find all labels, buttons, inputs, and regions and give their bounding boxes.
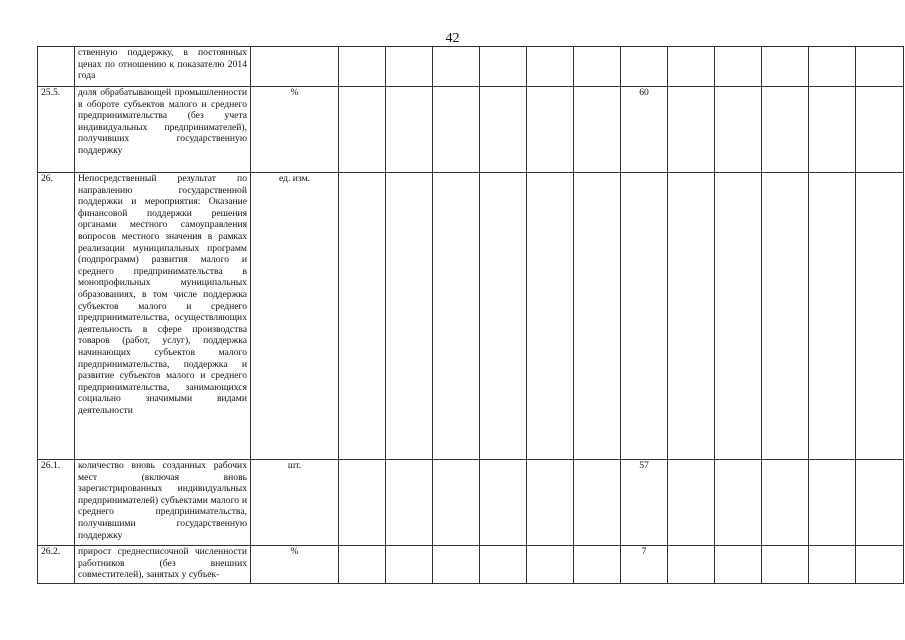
empty-cell xyxy=(856,460,904,546)
row-description: доля обрабатывающей промышленности в обороте субъектов малого и среднего предпринимательства (без учета индивидуальных предпринимателей), получивших государственную поддержку xyxy=(75,87,251,173)
empty-cell xyxy=(527,173,574,460)
empty-cell xyxy=(621,47,668,87)
empty-cell xyxy=(715,460,762,546)
empty-cell xyxy=(480,87,527,173)
empty-cell xyxy=(527,47,574,87)
table-row xyxy=(38,546,904,584)
empty-cell xyxy=(809,87,856,173)
empty-cell xyxy=(386,47,433,87)
table-row xyxy=(38,87,904,173)
empty-cell xyxy=(480,47,527,87)
row-number: 26.1. xyxy=(38,460,75,546)
empty-cell xyxy=(433,546,480,584)
empty-cell xyxy=(762,173,809,460)
empty-cell xyxy=(339,546,386,584)
empty-cell xyxy=(480,460,527,546)
row-description: прирост среднесписочной численности работников (без внешних совместителей), занятых у субъек- xyxy=(75,546,251,584)
table-row xyxy=(38,47,904,87)
empty-cell xyxy=(574,173,621,460)
empty-cell xyxy=(809,546,856,584)
empty-cell xyxy=(433,173,480,460)
empty-cell xyxy=(433,47,480,87)
empty-cell xyxy=(668,460,715,546)
row-description: ственную поддержку, в постоянных ценах по отношению к показателю 2014 года xyxy=(75,47,251,87)
empty-cell xyxy=(527,87,574,173)
row-value: 57 xyxy=(621,460,668,546)
empty-cell xyxy=(715,173,762,460)
empty-cell xyxy=(339,173,386,460)
row-description: Непосредственный результат по направлению государственной поддержки и мероприятия: Оказание финансовой поддержки решения органами местного самоуправления вопросов местного значения в рамках реализации муниципальных программ (подпрограмм) развития малого и среднего предпринимательства в монопрофильных муниципальных образованиях, в том числе поддержка субъектов малого и среднего предпринимательства, осуществляющих деятельность в сфере производства товаров (работ, услуг), поддержка начинающих субъектов малого предпринимательства, поддержка и развитие субъектов малого и среднего предпринимательства, занимающихся социально значимыми видами деятельности xyxy=(75,173,251,460)
table-row xyxy=(38,173,904,460)
empty-cell xyxy=(809,47,856,87)
row-unit: ед. изм. xyxy=(251,173,339,460)
empty-cell xyxy=(386,87,433,173)
empty-cell xyxy=(339,47,386,87)
row-unit: шт. xyxy=(251,460,339,546)
empty-cell xyxy=(386,460,433,546)
page-number: 42 xyxy=(445,31,460,46)
row-value: 7 xyxy=(621,546,668,584)
row-number: 25.5. xyxy=(38,87,75,173)
empty-cell xyxy=(386,546,433,584)
row-unit: % xyxy=(251,546,339,584)
empty-cell xyxy=(574,47,621,87)
empty-cell xyxy=(668,173,715,460)
empty-cell xyxy=(480,546,527,584)
row-value: 60 xyxy=(621,87,668,173)
empty-cell xyxy=(668,546,715,584)
empty-cell xyxy=(527,460,574,546)
empty-cell xyxy=(668,87,715,173)
row-number xyxy=(38,47,75,87)
empty-cell xyxy=(762,47,809,87)
empty-cell xyxy=(621,173,668,460)
empty-cell xyxy=(856,47,904,87)
empty-cell xyxy=(762,87,809,173)
row-number: 26. xyxy=(38,173,75,460)
empty-cell xyxy=(574,87,621,173)
empty-cell xyxy=(715,47,762,87)
empty-cell xyxy=(668,47,715,87)
empty-cell xyxy=(527,546,574,584)
empty-cell xyxy=(856,546,904,584)
indicators-table xyxy=(37,46,904,584)
empty-cell xyxy=(574,546,621,584)
empty-cell xyxy=(433,87,480,173)
empty-cell xyxy=(574,460,621,546)
empty-cell xyxy=(480,173,527,460)
empty-cell xyxy=(715,546,762,584)
table-row xyxy=(38,460,904,546)
empty-cell xyxy=(386,173,433,460)
row-unit: % xyxy=(251,87,339,173)
empty-cell xyxy=(809,173,856,460)
row-number: 26.2. xyxy=(38,546,75,584)
empty-cell xyxy=(715,87,762,173)
empty-cell xyxy=(762,546,809,584)
empty-cell xyxy=(339,460,386,546)
empty-cell xyxy=(433,460,480,546)
row-unit xyxy=(251,47,339,87)
empty-cell xyxy=(339,87,386,173)
empty-cell xyxy=(809,460,856,546)
empty-cell xyxy=(856,87,904,173)
row-description: количество вновь созданных рабочих мест (включая вновь зарегистрированных индивидуальных предпринимателей) субъектами малого и среднего предпринимательства, получившими государственную поддержку xyxy=(75,460,251,546)
empty-cell xyxy=(856,173,904,460)
empty-cell xyxy=(762,460,809,546)
